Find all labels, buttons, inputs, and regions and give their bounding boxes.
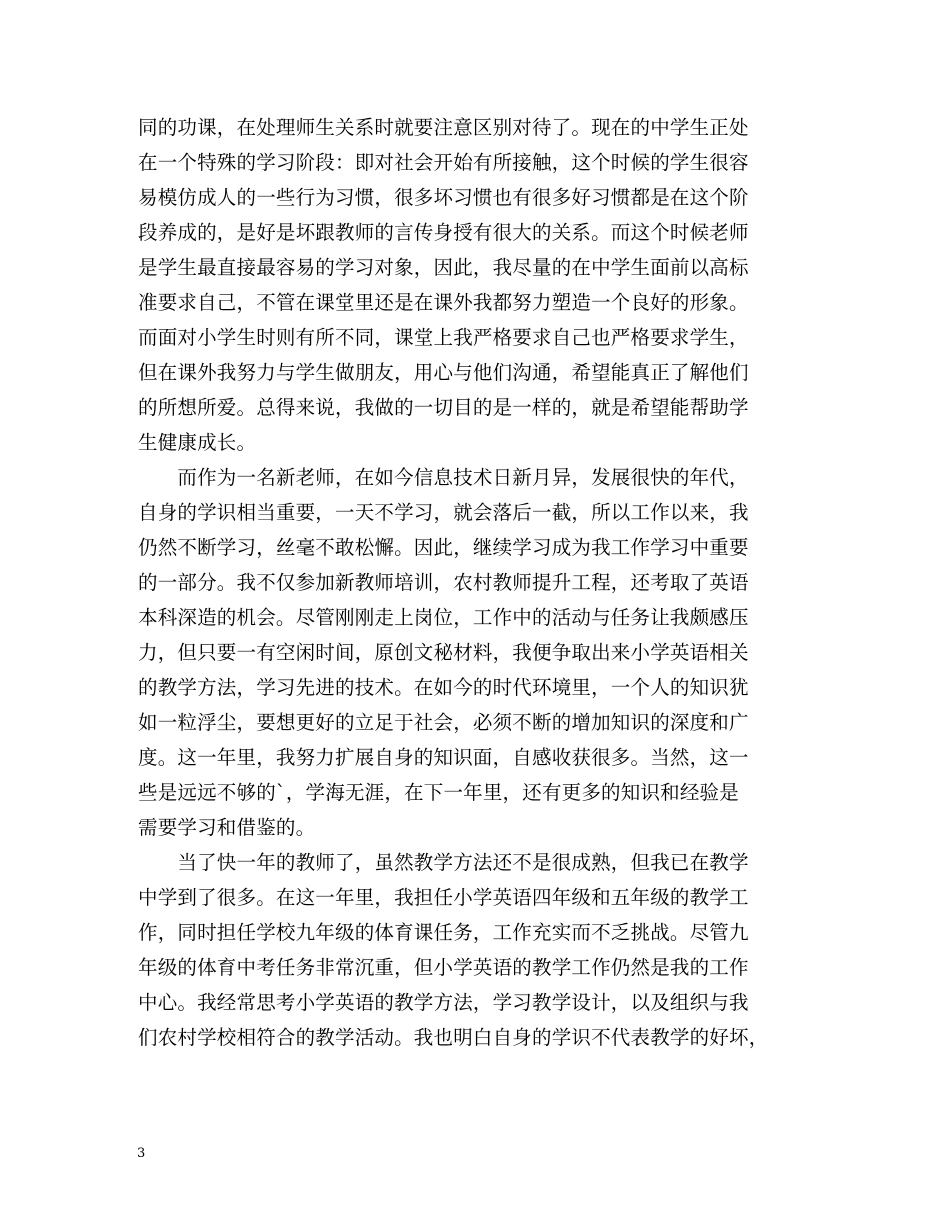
text-line: 当了快一年的教师了，虽然教学方法还不是很成熟，但我已在教学 bbox=[138, 851, 749, 874]
text-line: 的所想所爱。总得来说，我做的一切目的是一样的，就是希望能帮助学 bbox=[138, 396, 749, 419]
text-line: 作，同时担任学校九年级的体育课任务，工作充实而不乏挑战。尽管九 bbox=[138, 921, 749, 944]
text-line: 中心。我经常思考小学英语的教学方法，学习教学设计，以及组织与我 bbox=[138, 991, 749, 1014]
text-line: 本科深造的机会。尽管刚刚走上岗位，工作中的活动与任务让我颇感压 bbox=[138, 606, 749, 629]
text-line: 的一部分。我不仅参加新教师培训，农村教师提升工程，还考取了英语 bbox=[138, 571, 749, 594]
text-line: 生健康成长。 bbox=[138, 431, 257, 454]
body-text bbox=[138, 110, 818, 1055]
text-line: 需要学习和借鉴的。 bbox=[138, 816, 316, 839]
text-line: 自身的学识相当重要，一天不学习，就会落后一截，所以工作以来，我 bbox=[138, 501, 749, 524]
text-line: 年级的体育中考任务非常沉重，但小学英语的教学工作仍然是我的工作 bbox=[138, 956, 749, 979]
text-line: 些是远远不够的`，学海无涯，在下一年里，还有更多的知识和经验是 bbox=[138, 781, 739, 804]
text-line: 力，但只要一有空闲时间，原创文秘材料，我便争取出来小学英语相关 bbox=[138, 641, 749, 664]
text-line: 同的功课，在处理师生关系时就要注意区别对待了。现在的中学生正处 bbox=[138, 116, 749, 139]
text-line: 是学生最直接最容易的学习对象，因此，我尽量的在中学生面前以高标 bbox=[138, 256, 749, 279]
text-line: 段养成的，是好是坏跟教师的言传身授有很大的关系。而这个时候老师 bbox=[138, 221, 749, 244]
text-line: 们农村学校相符合的教学活动。我也明白自身的学识不代表教学的好坏， bbox=[138, 1026, 769, 1049]
text-line: 易模仿成人的一些行为习惯，很多坏习惯也有很多好习惯都是在这个阶 bbox=[138, 186, 749, 209]
text-line: 而作为一名新老师，在如今信息技术日新月异，发展很快的年代， bbox=[138, 466, 749, 489]
page-number: 3 bbox=[137, 1146, 146, 1161]
text-line: 在一个特殊的学习阶段：即对社会开始有所接触，这个时候的学生很容 bbox=[138, 151, 749, 174]
text-line: 但在课外我努力与学生做朋友，用心与他们沟通，希望能真正了解他们 bbox=[138, 361, 749, 384]
text-line: 度。这一年里，我努力扩展自身的知识面，自感收获很多。当然，这一 bbox=[138, 746, 749, 769]
text-line: 准要求自己，不管在课堂里还是在课外我都努力塑造一个良好的形象。 bbox=[138, 291, 749, 314]
text-line: 而面对小学生时则有所不同，课堂上我严格要求自己也严格要求学生， bbox=[138, 326, 749, 349]
text-line: 如一粒浮尘，要想更好的立足于社会，必须不断的增加知识的深度和广 bbox=[138, 711, 749, 734]
text-line: 中学到了很多。在这一年里，我担任小学英语四年级和五年级的教学工 bbox=[138, 886, 749, 909]
text-line: 仍然不断学习，丝毫不敢松懈。因此，继续学习成为我工作学习中重要 bbox=[138, 536, 749, 559]
text-line: 的教学方法，学习先进的技术。在如今的时代环境里，一个人的知识犹 bbox=[138, 676, 749, 699]
